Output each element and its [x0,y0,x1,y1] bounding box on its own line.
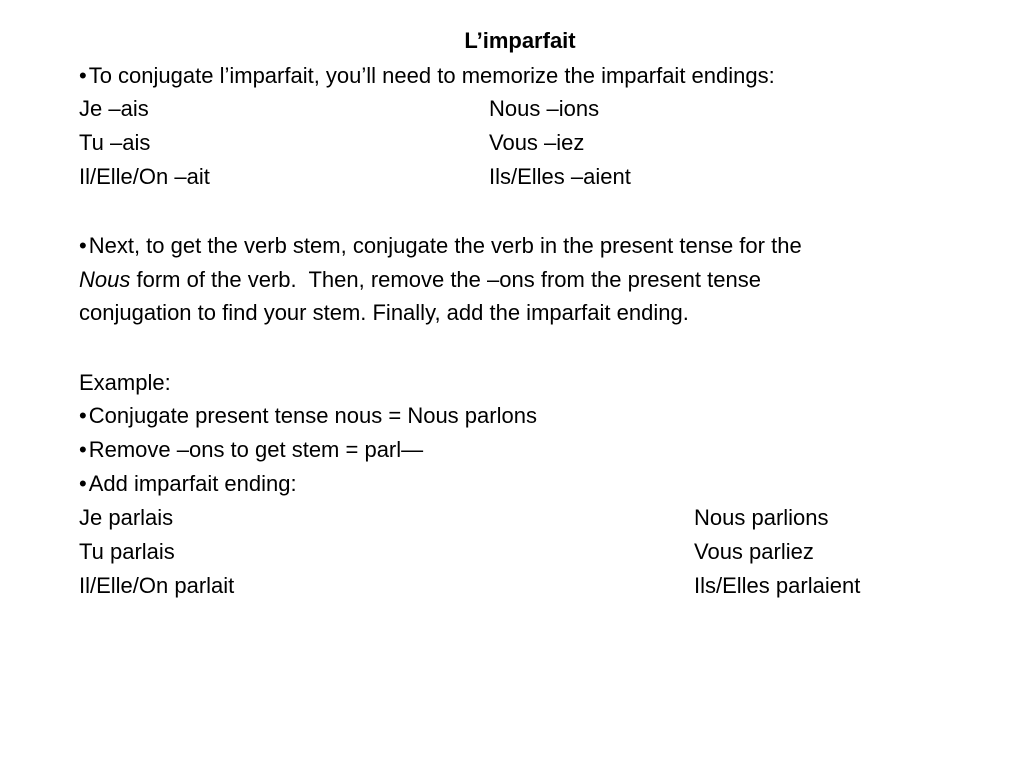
ending-singular: Il/Elle/On –ait [79,164,210,189]
bullet: • [79,437,87,462]
stem-line-2 [79,265,761,295]
ending-singular: Tu –ais [79,130,151,155]
endings-row [79,128,979,158]
bullet: • [79,403,87,428]
example-step [79,435,423,465]
bullet: • [79,471,87,496]
slide-title: L’imparfait [464,28,576,53]
ending-plural: Ils/Elles –aient [489,164,631,189]
conjugation-plural: Vous parliez [694,539,814,564]
ending-singular: Je –ais [79,96,149,121]
example-step [79,469,297,499]
conjugation-row [79,571,979,601]
stem-bullet-line [79,231,802,261]
endings-row [79,162,979,192]
conjugation-plural: Ils/Elles parlaient [694,573,861,598]
conjugation-singular: Tu parlais [79,539,175,564]
conjugation-singular: Je parlais [79,505,174,530]
bullet: • [79,63,87,88]
example-step-text: Remove –ons to get stem = parl— [88,437,424,462]
example-heading: Example: [79,370,171,395]
ending-plural: Vous –iez [489,130,585,155]
intro-text: To conjugate l’imparfait, you’ll need to memorize the imparfait endings: [88,63,775,88]
conjugation-plural: Nous parlions [694,505,829,530]
intro-bullet-line [79,61,775,91]
bullet: • [79,233,87,258]
stem-text-1: Next, to get the verb stem, conjugate the verb in the present tense for the [88,233,802,258]
example-step [79,401,537,431]
nous-italic: Nous [79,267,131,292]
stem-line-3: conjugation to find your stem. Finally, add the imparfait ending. [79,300,689,325]
example-step-text: Conjugate present tense nous = Nous parlons [88,403,537,428]
conjugation-row [79,503,979,533]
ending-plural: Nous –ions [489,96,600,121]
conjugation-singular: Il/Elle/On parlait [79,573,235,598]
endings-row [79,94,979,124]
conjugation-row [79,537,979,567]
stem-text-2: form of the verb. Then, remove the –ons from the present tense [130,267,761,292]
example-step-text: Add imparfait ending: [88,471,297,496]
